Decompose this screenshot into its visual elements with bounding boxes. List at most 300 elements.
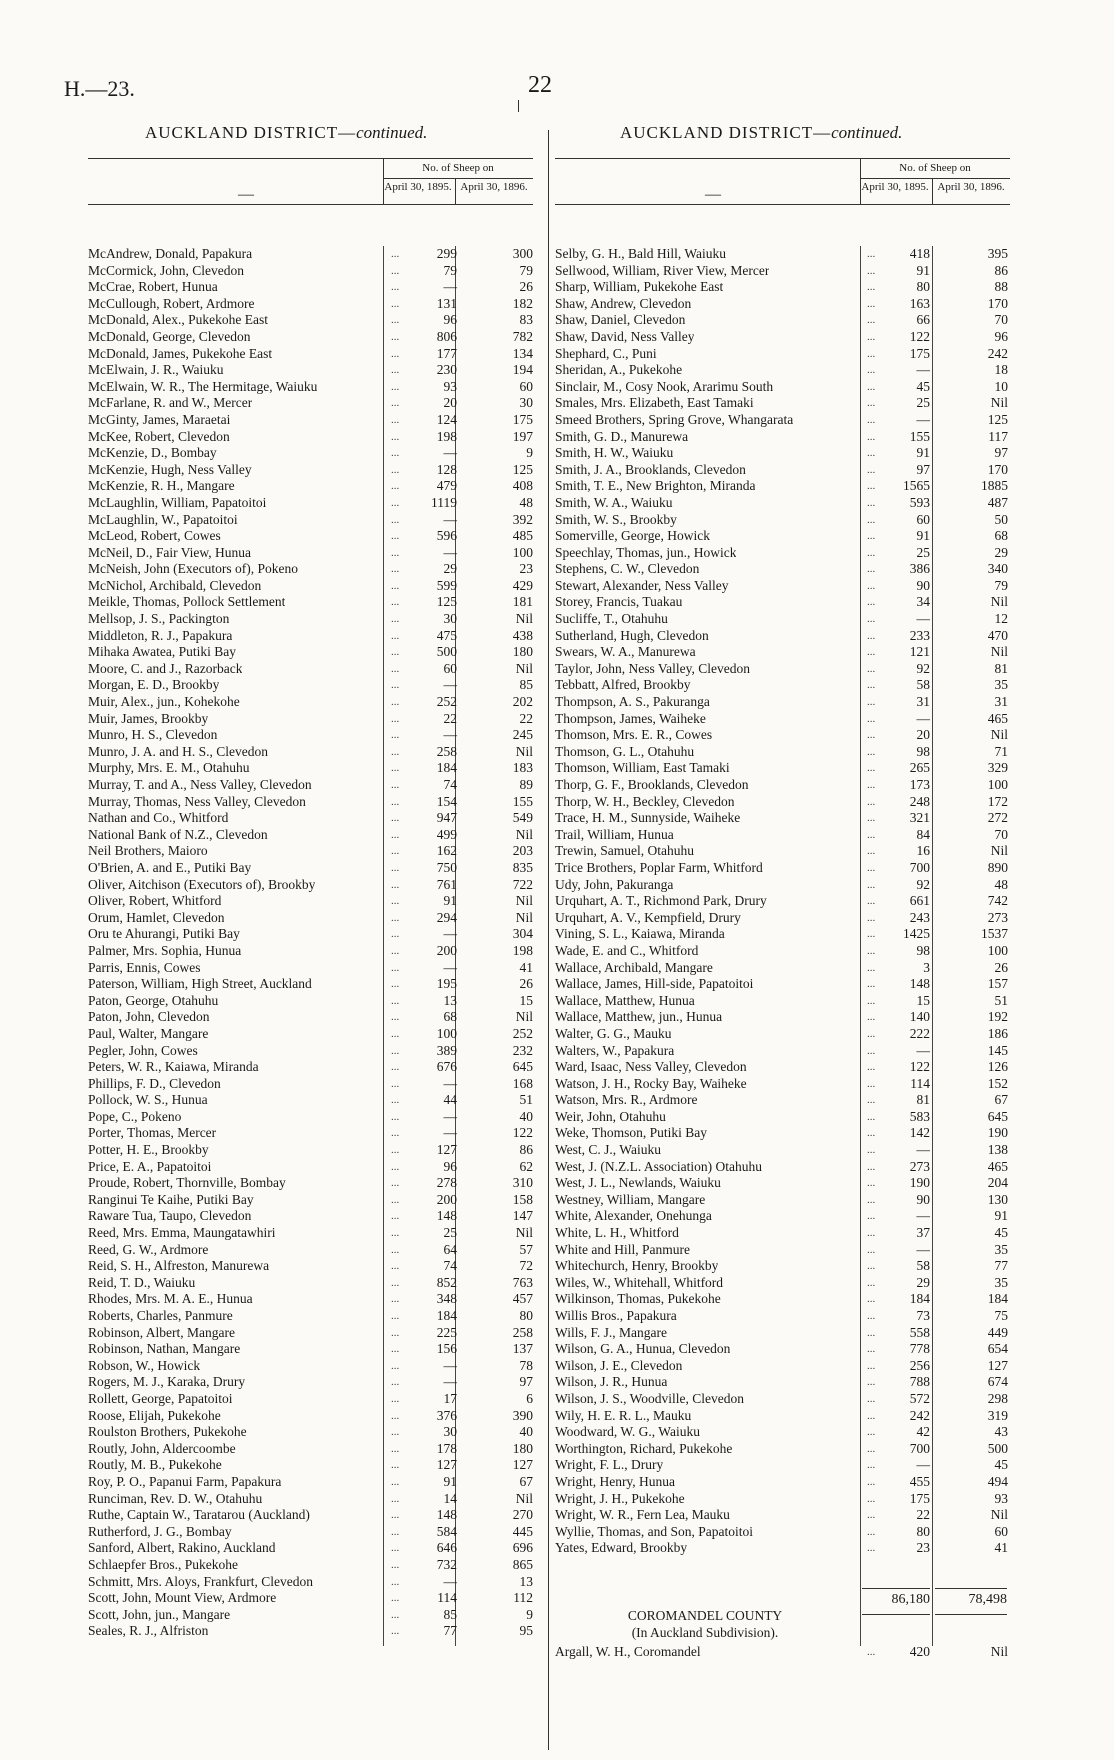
leader-dots: ...	[391, 1044, 400, 1057]
table-row	[88, 1491, 533, 1508]
table-row	[555, 611, 1010, 628]
table-row	[555, 711, 1010, 728]
sheep-1895: 90	[916, 577, 930, 593]
table-row	[88, 1076, 533, 1093]
leader-dots: ...	[867, 579, 876, 592]
owner-name: Wily, H. E. R. L., Mauku	[555, 1407, 692, 1423]
table-row	[88, 810, 533, 827]
leader-dots: ...	[867, 1044, 876, 1057]
owner-name: McElwain, W. R., The Hermitage, Waiuku	[88, 378, 318, 394]
sheep-1895: 155	[909, 428, 930, 444]
sheep-1896: 126	[987, 1059, 1008, 1075]
sheep-1895: 700	[909, 859, 930, 875]
leader-dots: ...	[867, 1193, 876, 1206]
owner-name: Walter, G. G., Mauku	[555, 1025, 672, 1041]
owner-name: Morgan, E. D., Brookby	[88, 677, 220, 693]
sheep-1896: 67	[994, 1092, 1008, 1108]
leader-dots: ...	[867, 264, 876, 277]
owner-name: Wright, Henry, Hunua	[555, 1473, 676, 1489]
sheep-1895: 91	[443, 893, 457, 909]
sheep-1896: Nil	[515, 743, 533, 759]
sheep-1895: 77	[443, 1623, 457, 1639]
owner-name: Smales, Mrs. Elizabeth, East Tamaki	[555, 395, 754, 411]
sheep-1895: —	[916, 362, 930, 378]
table-row	[555, 1291, 1010, 1308]
leader-dots: ...	[391, 911, 400, 924]
table-row	[555, 744, 1010, 761]
header-tick	[518, 100, 519, 112]
owner-name: Rogers, M. J., Karaka, Drury	[88, 1374, 246, 1390]
sheep-1895: 162	[436, 843, 457, 859]
sheep-1895: 79	[443, 262, 457, 278]
sheep-1896: 96	[994, 328, 1008, 344]
left-rows	[88, 246, 533, 1640]
leader-dots: ...	[867, 928, 876, 941]
table-row	[555, 561, 1010, 578]
table-row	[88, 445, 533, 462]
owner-name: Pope, C., Pokeno	[88, 1108, 182, 1124]
sheep-1895: 22	[916, 1507, 930, 1523]
header-mid-rule	[383, 178, 533, 179]
sheep-1896: 485	[512, 528, 533, 544]
leader-dots: ...	[867, 1475, 876, 1488]
table-row	[88, 1291, 533, 1308]
table-row	[555, 279, 1010, 296]
table-row	[88, 1557, 533, 1574]
sheep-1895: 1425	[903, 926, 930, 942]
leader-dots: ...	[391, 1310, 400, 1322]
table-row	[555, 528, 1010, 545]
table-row	[555, 512, 1010, 529]
owner-name: Meikle, Thomas, Pollock Settlement	[88, 594, 286, 610]
leader-dots: ...	[867, 1260, 876, 1273]
owner-name: Sinclair, M., Cosy Nook, Ararimu South	[555, 378, 774, 394]
sheep-1896: 23	[519, 561, 533, 577]
sheep-1896: 31	[994, 694, 1008, 710]
sheep-1895: 100	[436, 1025, 457, 1041]
owner-name: McKenzie, Hugh, Ness Valley	[88, 461, 252, 477]
sheep-1895: 90	[916, 1191, 930, 1207]
header-top-rule	[88, 158, 533, 159]
owner-name: McDonald, Alex., Pukekohe East	[88, 312, 268, 328]
sheep-1896: 182	[512, 295, 533, 311]
sheep-1896: 138	[987, 1142, 1008, 1158]
owner-name: Sutherland, Hugh, Clevedon	[555, 627, 709, 643]
sheep-1895: 190	[909, 1175, 930, 1191]
table-row	[555, 1092, 1010, 1109]
leader-dots: ...	[391, 480, 400, 493]
sheep-1896: 183	[512, 760, 533, 776]
sheep-1896: 340	[987, 561, 1008, 577]
owner-name: Wyllie, Thomas, and Son, Papatoitoi	[555, 1523, 754, 1539]
leader-dots: ...	[391, 1061, 400, 1074]
sheep-1896: 395	[987, 246, 1008, 261]
leader-dots: ...	[867, 1542, 876, 1555]
sheep-1896: Nil	[515, 909, 533, 925]
sheep-1896: 10	[994, 378, 1008, 394]
sheep-1895: —	[916, 411, 930, 427]
table-row	[555, 1507, 1010, 1524]
owner-name: Reed, G. W., Ardmore	[88, 1241, 209, 1257]
sheep-1896: 48	[994, 876, 1008, 892]
table-row	[555, 312, 1010, 329]
sheep-1895: 1119	[431, 494, 457, 510]
owner-name: Argall, W. H., Coromandel	[555, 1644, 701, 1659]
leader-dots: ...	[867, 463, 876, 476]
sheep-1896: 890	[987, 859, 1008, 875]
owner-name: Mellsop, J. S., Packington	[88, 611, 230, 627]
leader-dots: ...	[391, 530, 400, 543]
table-row	[88, 1623, 533, 1640]
leader-dots: ...	[391, 1475, 400, 1488]
leader-dots: ...	[391, 1160, 400, 1173]
sheep-1895: 58	[916, 1258, 930, 1274]
leader-dots: ...	[391, 463, 400, 476]
owner-name: Trice Brothers, Poplar Farm, Whitford	[555, 859, 763, 875]
table-row	[555, 1159, 1010, 1176]
sheep-1896: 41	[519, 959, 533, 975]
owner-name: Potter, H. E., Brookby	[88, 1142, 209, 1158]
table-row	[555, 1009, 1010, 1026]
sheep-1895: 273	[909, 1158, 930, 1174]
leader-dots: ...	[867, 1492, 876, 1505]
owner-name: Stewart, Alexander, Ness Valley	[555, 577, 729, 593]
header-top-rule	[555, 158, 1010, 159]
sheep-1896: 60	[519, 378, 533, 394]
leader-dots: ...	[391, 696, 400, 709]
table-row	[555, 1474, 1010, 1491]
leader-dots: ...	[867, 430, 876, 443]
sheep-1896: 125	[987, 411, 1008, 427]
sheep-1895: 122	[909, 328, 930, 344]
owner-name: Sellwood, William, River View, Mercer	[555, 262, 770, 278]
sheep-1895: 732	[436, 1556, 457, 1572]
table-row	[555, 346, 1010, 363]
coromandel-row	[555, 1644, 1010, 1661]
owner-name: Nathan and Co., Whitford	[88, 810, 229, 826]
leader-dots: ...	[867, 845, 876, 858]
table-row	[555, 263, 1010, 280]
sheep-1896: 78	[519, 1357, 533, 1373]
sheep-1895: 15	[916, 992, 930, 1008]
owner-name: Trewin, Samuel, Otahuhu	[555, 843, 694, 859]
owner-name: O'Brien, A. and E., Putiki Bay	[88, 859, 252, 875]
table-row	[555, 1192, 1010, 1209]
sheep-1896: 204	[987, 1175, 1008, 1191]
sheep-1895: —	[916, 1457, 930, 1473]
sheep-1895: —	[443, 511, 457, 527]
table-row	[88, 1092, 533, 1109]
sheep-1896: 696	[512, 1540, 533, 1556]
sheep-1896: 298	[987, 1390, 1008, 1406]
table-row	[555, 1043, 1010, 1060]
sheep-1896: 79	[994, 577, 1008, 593]
owner-name: McNeish, John (Executors of), Pokeno	[88, 561, 298, 577]
heading-left-italic: continued.	[356, 123, 428, 142]
header-col2: April 30, 1896.	[460, 181, 528, 193]
owner-name: Speechlay, Thomas, jun., Howick	[555, 544, 737, 560]
sheep-1896: 445	[512, 1523, 533, 1539]
leader-dots: ...	[391, 579, 400, 592]
header-bottom-rule	[555, 204, 1010, 205]
owner-name: McCormick, John, Clevedon	[88, 262, 244, 278]
leader-dots: ...	[391, 679, 400, 692]
sheep-1895: 16	[916, 843, 930, 859]
owner-name: Paton, George, Otahuhu	[88, 992, 219, 1008]
sheep-1895: 173	[909, 777, 930, 792]
sheep-1896: 81	[994, 660, 1008, 676]
sheep-1895: 91	[916, 528, 930, 544]
leader-dots: ...	[391, 795, 400, 808]
sheep-1896: Nil	[990, 395, 1008, 411]
sheep-1896: 88	[994, 279, 1008, 295]
sheep-1895: 44	[443, 1092, 457, 1108]
owner-name: Weke, Thomson, Putiki Bay	[555, 1125, 708, 1141]
owner-name: Udy, John, Pakuranga	[555, 876, 674, 892]
owner-name: Wallace, Matthew, Hunua	[555, 992, 695, 1008]
sheep-1896: 15	[519, 992, 533, 1008]
leader-dots: ...	[867, 1011, 876, 1024]
table-row	[88, 346, 533, 363]
right-rows	[555, 246, 1010, 1557]
table-row	[555, 395, 1010, 412]
table-row	[555, 628, 1010, 645]
table-row	[555, 1457, 1010, 1474]
leader-dots: ...	[391, 712, 400, 725]
owner-name: Thomson, William, East Tamaki	[555, 760, 730, 776]
sheep-1896: 170	[987, 461, 1008, 477]
sheep-1895: 58	[916, 677, 930, 693]
sheep-1896: 197	[512, 428, 533, 444]
leader-dots: ...	[867, 1027, 876, 1040]
leader-dots: ...	[867, 795, 876, 808]
leader-dots: ...	[391, 347, 400, 360]
owner-name: Orum, Hamlet, Clevedon	[88, 909, 225, 925]
leader-dots: ...	[867, 629, 876, 642]
owner-name: Thompson, James, Waiheke	[555, 710, 706, 726]
sheep-1895: —	[443, 959, 457, 975]
sheep-1895: 475	[436, 627, 457, 643]
leader-dots: ...	[867, 1061, 876, 1074]
sheep-1896: 252	[512, 1025, 533, 1041]
owner-name: White, L. H., Whitford	[555, 1225, 679, 1241]
sheep-1896: 170	[987, 295, 1008, 311]
table-row	[555, 1358, 1010, 1375]
sheep-1896: Nil	[990, 1644, 1008, 1659]
owner-name: McNichol, Archibald, Clevedon	[88, 577, 262, 593]
owner-name: Thompson, A. S., Pakuranga	[555, 694, 710, 710]
sheep-1896: 100	[987, 942, 1008, 958]
table-row	[88, 1125, 533, 1142]
owner-name: Pegler, John, Cowes	[88, 1042, 198, 1058]
leader-dots: ...	[867, 1442, 876, 1455]
sheep-1895: 252	[436, 694, 457, 710]
leader-dots: ...	[867, 994, 876, 1007]
sheep-1895: 128	[436, 461, 457, 477]
sheep-1896: 18	[994, 362, 1008, 378]
table-row	[555, 661, 1010, 678]
table-row	[88, 1540, 533, 1557]
leader-dots: ...	[867, 347, 876, 360]
owner-name: Selby, G. H., Bald Hill, Waiuku	[555, 246, 727, 261]
sheep-1895: 154	[436, 793, 457, 809]
owner-name: McKenzie, R. H., Mangare	[88, 478, 235, 494]
sheep-1895: 60	[443, 660, 457, 676]
owner-name: West, C. J., Waiuku	[555, 1142, 661, 1158]
sheep-1895: 184	[436, 760, 457, 776]
table-row	[555, 644, 1010, 661]
owner-name: Swears, W. A., Manurewa	[555, 644, 696, 660]
table-row	[88, 760, 533, 777]
leader-dots: ...	[391, 779, 400, 791]
owner-name: Price, E. A., Papatoitoi	[88, 1158, 212, 1174]
sheep-1896: Nil	[990, 727, 1008, 743]
sheep-1895: —	[916, 1042, 930, 1058]
sheep-1895: 29	[443, 561, 457, 577]
sheep-1896: 134	[512, 345, 533, 361]
table-row	[555, 362, 1010, 379]
leader-dots: ...	[867, 496, 876, 509]
owner-name: Oliver, Aitchison (Executors of), Brookby	[88, 876, 316, 892]
table-row	[88, 661, 533, 678]
leader-dots: ...	[391, 828, 400, 841]
sheep-1895: 17	[443, 1390, 457, 1406]
leader-dots: ...	[867, 729, 876, 742]
table-row	[555, 1540, 1010, 1557]
owner-name: Rollett, George, Papatoitoi	[88, 1390, 233, 1406]
leader-dots: ...	[391, 1376, 400, 1389]
sheep-1895: 25	[916, 395, 930, 411]
sheep-1896: 50	[994, 511, 1008, 527]
sheep-1896: 190	[987, 1125, 1008, 1141]
leader-dots: ...	[391, 297, 400, 310]
table-row	[555, 1341, 1010, 1358]
leader-dots: ...	[867, 828, 876, 841]
table-row	[88, 1574, 533, 1591]
sheep-1896: 438	[512, 627, 533, 643]
sheep-1896: 68	[994, 528, 1008, 544]
table-row	[88, 362, 533, 379]
owner-name: Shaw, David, Ness Valley	[555, 328, 695, 344]
sheep-1896: 304	[512, 926, 533, 942]
sheep-1896: 242	[987, 345, 1008, 361]
sheep-1896: 654	[987, 1341, 1008, 1357]
table-row	[88, 711, 533, 728]
sheep-1896: 272	[987, 810, 1008, 826]
table-row	[88, 677, 533, 694]
sheep-1895: 148	[436, 1208, 457, 1224]
sheep-1895: 31	[916, 694, 930, 710]
sheep-1896: Nil	[990, 594, 1008, 610]
owner-name: Urquhart, A. V., Kempfield, Drury	[555, 909, 741, 925]
sheep-1896: 147	[512, 1208, 533, 1224]
sheep-1895: 661	[909, 893, 930, 909]
sheep-1896: 122	[512, 1125, 533, 1141]
leader-dots: ...	[391, 994, 400, 1007]
sheep-1895: 806	[436, 328, 457, 344]
sheep-1896: 168	[512, 1075, 533, 1091]
owner-name: Reid, T. D., Waiuku	[88, 1274, 196, 1290]
table-row	[88, 694, 533, 711]
sheep-1895: 142	[909, 1125, 930, 1141]
table-row	[555, 1208, 1010, 1225]
table-row	[555, 760, 1010, 777]
table-row	[88, 827, 533, 844]
sheep-1896: 117	[988, 428, 1008, 444]
sheep-1896: 112	[513, 1590, 533, 1606]
leader-dots: ...	[391, 1276, 400, 1289]
sheep-1896: 549	[512, 810, 533, 826]
sheep-1895: 479	[436, 478, 457, 494]
sheep-1895: 184	[436, 1308, 457, 1323]
table-row	[555, 777, 1010, 794]
sheep-1895: 321	[909, 810, 930, 826]
owner-name: Trace, H. M., Sunnyside, Waiheke	[555, 810, 741, 826]
sheep-1895: 20	[916, 727, 930, 743]
sheep-1896: 145	[987, 1042, 1008, 1058]
sheep-1895: 98	[916, 743, 930, 759]
table-row	[88, 528, 533, 545]
leader-dots: ...	[391, 745, 400, 758]
sheep-1896: 782	[512, 328, 533, 344]
sheep-1896: 71	[994, 743, 1008, 759]
leader-dots: ...	[867, 1293, 876, 1306]
leader-dots: ...	[867, 978, 876, 991]
owner-name: Somerville, George, Howick	[555, 528, 710, 544]
sheep-1896: 429	[512, 577, 533, 593]
table-row	[88, 1457, 533, 1474]
table-row	[88, 843, 533, 860]
sheep-1895: 500	[436, 644, 457, 660]
header-col1: April 30, 1895.	[384, 181, 452, 193]
leader-dots: ...	[867, 679, 876, 692]
sheep-1895: 700	[909, 1440, 930, 1456]
leader-dots: ...	[391, 1442, 400, 1455]
sheep-1895: 30	[443, 1424, 457, 1440]
heading-right-main: AUCKLAND DISTRICT—	[620, 123, 832, 142]
leader-dots: ...	[867, 413, 876, 426]
sheep-1895: 225	[436, 1324, 457, 1340]
sheep-1896: 83	[519, 312, 533, 328]
owner-name: Vining, S. L., Kaiawa, Miranda	[555, 926, 725, 942]
owner-name: Smith, H. W., Waiuku	[555, 445, 674, 461]
leader-dots: ...	[391, 563, 400, 576]
leader-dots: ...	[867, 248, 876, 260]
leader-dots: ...	[867, 546, 876, 559]
sheep-1896: 6	[526, 1390, 533, 1406]
owner-name: McKenzie, D., Bombay	[88, 445, 217, 461]
leader-dots: ...	[867, 1509, 876, 1522]
sheep-1896: 45	[994, 1457, 1008, 1473]
leader-dots: ...	[391, 1409, 400, 1422]
table-row	[555, 1125, 1010, 1142]
table-row	[555, 578, 1010, 595]
table-row	[555, 893, 1010, 910]
leader-dots: ...	[391, 1077, 400, 1090]
sheep-1896: 29	[994, 544, 1008, 560]
sheep-1895: —	[916, 1142, 930, 1158]
leader-dots: ...	[867, 646, 876, 659]
sheep-1896: 184	[987, 1291, 1008, 1307]
owner-name: Routly, John, Aldercoombe	[88, 1440, 236, 1456]
sheep-1895: 599	[436, 577, 457, 593]
sheep-1896: 40	[519, 1108, 533, 1124]
total-rule-2	[935, 1588, 1007, 1589]
sheep-1895: 34	[916, 594, 930, 610]
table-row	[555, 1424, 1010, 1441]
owner-name: Wiles, W., Whitehall, Whitford	[555, 1274, 724, 1290]
leader-dots: ...	[867, 1376, 876, 1389]
